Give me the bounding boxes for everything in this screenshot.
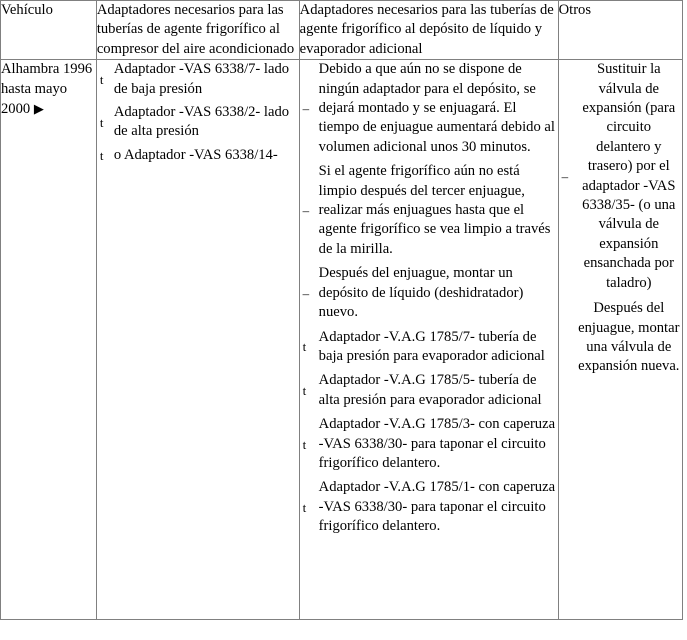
table-row — [1, 60, 683, 620]
dash-bullet-icon — [559, 299, 578, 377]
bullet-t-icon: t — [99, 114, 104, 130]
list-item — [300, 60, 558, 157]
bullet-t-icon: t — [302, 339, 307, 355]
list-item-text: Adaptador -V.A.G 1785/3- con caperuza -VAS 6338/30- para taponar el circuito frigorífico delantero. — [318, 416, 556, 471]
bullet-t-icon: t — [99, 147, 104, 163]
dash-bullet-icon: – — [302, 101, 310, 117]
list-item — [559, 299, 682, 377]
list-item — [300, 162, 558, 259]
vehicle-label: Alhambra 1996 hasta mayo 2000 — [1, 61, 93, 118]
header-other: Otros — [558, 1, 682, 60]
header-compressor-adapters: Adaptadores necesarios para las tuberías de agente frigorífico al compresor del aire acondicionado — [96, 1, 299, 60]
triangle-right-icon[interactable]: ▶ — [33, 101, 44, 117]
list-item-text: Si el agente frigorífico aún no está limpio después del tercer enjuague, realizar más enjuagues hasta que el agente frigorífico se vea limpio a través de la mirilla. — [318, 163, 551, 257]
bullet-t-icon: t — [302, 499, 307, 515]
header-vehicle: Vehículo — [1, 1, 97, 60]
other-list — [559, 60, 682, 377]
other-cell — [558, 60, 682, 620]
header-deposit-adapters: Adaptadores necesarios para las tuberías de agente frigorífico al depósito de líquido y evaporador adicional — [299, 1, 558, 60]
bullet-t-icon: t — [99, 71, 104, 87]
header-row — [1, 1, 683, 60]
list-item — [97, 103, 299, 142]
list-item — [97, 60, 299, 99]
compressor-adapters-list — [97, 60, 299, 165]
list-item-text: Adaptador -V.A.G 1785/1- con caperuza -VAS 6338/30- para taponar el circuito frigorífico delantero. — [318, 479, 556, 535]
vehicle-cell — [1, 60, 97, 620]
list-item-text: Adaptador -VAS 6338/7- lado de baja presión — [113, 61, 290, 97]
list-item — [97, 146, 299, 165]
deposit-adapters-list — [300, 60, 558, 536]
list-item-text: Debido a que aún no se dispone de ningún adaptador para el depósito, se dejará montado y se enjuagará. El tiempo de enjuague aumentará debido al volumen adicional unos 30 minutos. — [318, 61, 555, 155]
list-item — [300, 328, 558, 367]
list-item-text: Sustituir la válvula de expansión (para circuito delantero y trasero) por el adaptador -VAS 6338/35- (o una válvula de expansión ensanchada por taladro) — [582, 61, 676, 291]
list-item-text: Después del enjuague, montar un depósito de líquido (deshidratador) nuevo. — [318, 265, 524, 321]
bullet-t-icon: t — [302, 436, 307, 452]
list-item-text: Adaptador -V.A.G 1785/5- tubería de alta presión para evaporador adicional — [318, 372, 542, 408]
dash-bullet-icon: – — [302, 285, 310, 301]
list-item — [300, 415, 558, 473]
list-item — [300, 264, 558, 322]
bullet-t-icon: t — [302, 383, 307, 399]
list-item — [300, 478, 558, 536]
list-item-text: Adaptador -VAS 6338/2- lado de alta presión — [113, 104, 290, 140]
list-item — [559, 60, 682, 293]
deposit-adapters-cell — [299, 60, 558, 620]
list-item — [300, 371, 558, 410]
dash-bullet-icon: – — [302, 203, 310, 219]
dash-bullet-icon: – — [561, 168, 569, 184]
compressor-adapters-cell — [96, 60, 299, 620]
list-item-text: Adaptador -V.A.G 1785/7- tubería de baja presión para evaporador adicional — [318, 328, 545, 364]
list-item-text: o Adaptador -VAS 6338/14- — [113, 146, 278, 163]
list-item-text: Después del enjuague, montar una válvula de expansión nueva. — [578, 300, 680, 375]
